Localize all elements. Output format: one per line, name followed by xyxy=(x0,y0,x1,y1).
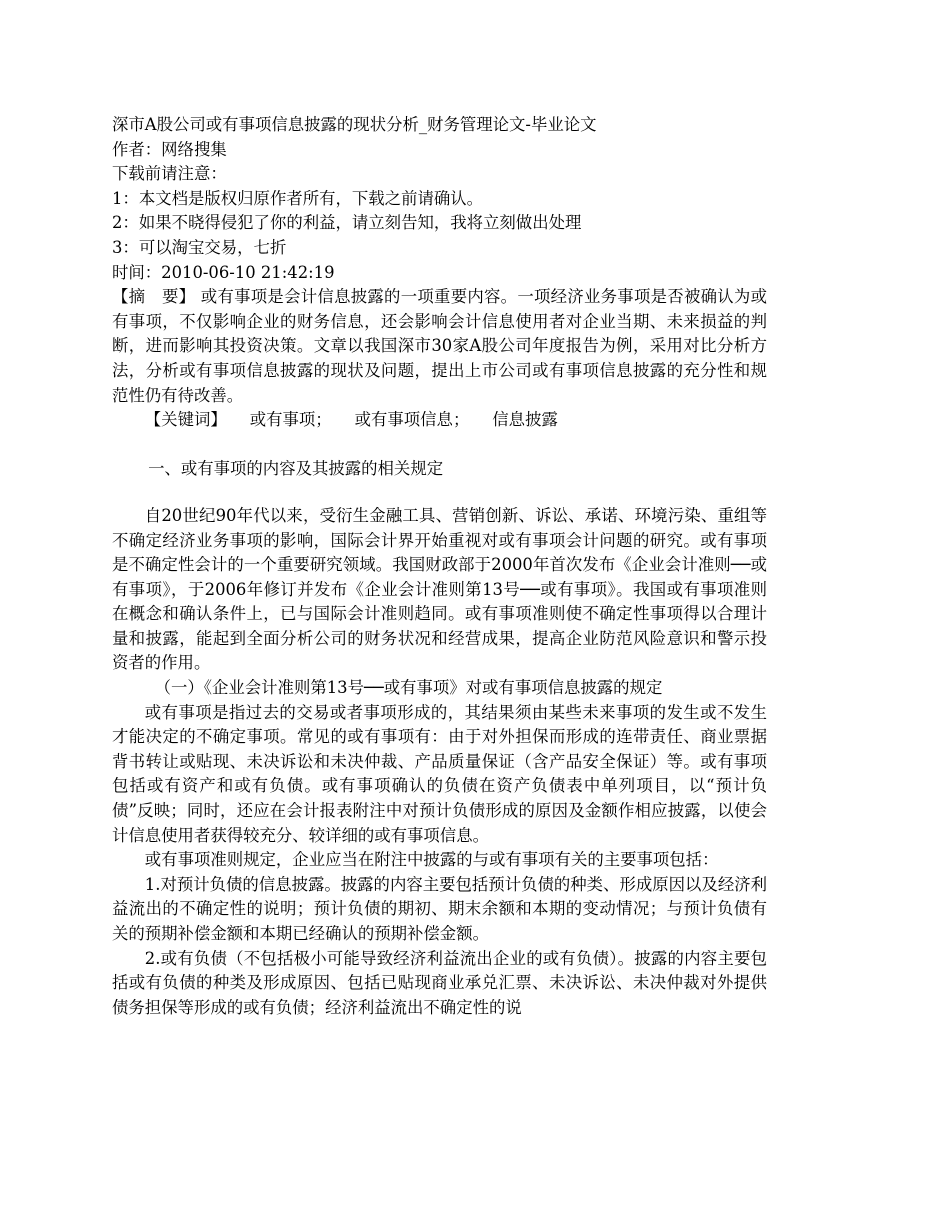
time-line: 时间：2010-06-10 21:42:19 xyxy=(112,262,335,282)
body-paragraph: 或有事项准则规定，企业应当在附注中披露的与或有事项有关的主要事项包括： xyxy=(144,850,719,870)
spacer xyxy=(112,433,767,458)
author-line: 作者：网络搜集 xyxy=(112,139,227,159)
notice-item: 1：本文档是版权归原作者所有，下载之前请确认。 xyxy=(112,188,484,208)
abstract-paragraph: 【摘 要】 或有事项是会计信息披露的一项重要内容。一项经济业务事项是否被确认为或有事项，不仅影响企业的财务信息，还会影响会计信息使用者对企业当期、未来损益的判断，进而影响其投资决策。文章以我国深市30家A股公司年度报告为例，采用对比分析方法，分析或有事项信息披露的现状及问题，提出上市公司或有事项信息披露的充分性和规范性仍有待改善。 xyxy=(112,287,767,405)
keyword: 或有事项； xyxy=(249,410,332,430)
notice-item: 3：可以淘宝交易，七折 xyxy=(112,237,287,257)
keywords-line xyxy=(112,408,767,433)
spacer xyxy=(112,482,767,504)
notice-heading: 下载前请注意： xyxy=(112,164,227,184)
body-paragraph: 2.或有负债（不包括极小可能导致经济利益流出企业的或有负债）。披露的内容主要包括或有负债的种类及形成原因、包括已贴现商业承兑汇票、未决诉讼、未决仲裁对外提供债务担保等形成的或有负债；经济利益流出不确定性的说 xyxy=(112,948,767,1017)
keyword: 或有事项信息； xyxy=(354,410,470,430)
section-heading: 一、或有事项的内容及其披露的相关规定 xyxy=(148,459,444,479)
keyword: 信息披露 xyxy=(492,410,558,430)
document-page xyxy=(112,113,767,1020)
document-title: 深市A股公司或有事项信息披露的现状分析_财务管理论文-毕业论文 xyxy=(112,115,597,134)
notice-item: 2：如果不晓得侵犯了你的利益，请立刻告知，我将立刻做出处理 xyxy=(112,213,582,233)
subsection-heading: （一）《企业会计准则第13号──或有事项》对或有事项信息披露的规定 xyxy=(154,678,663,698)
body-paragraph: 或有事项是指过去的交易或者事项形成的，其结果须由某些未来事项的发生或不发生才能决定的不确定事项。常见的或有事项有：由于对外担保而形成的连带责任、商业票据背书转让或贴现、未决诉讼和未决仲裁、产品质量保证（含产品安全保证）等。或有事项包括或有资产和或有负债。或有事项确认的负债在资产负债表中单列项目，以“预计负债”反映；同时，还应在会计报表附注中对预计负债形成的原因及金额作相应披露，以使会计信息使用者获得较充分、较详细的或有事项信息。 xyxy=(112,702,767,845)
body-paragraph: 自20世纪90年代以来，受衍生金融工具、营销创新、诉讼、承诺、环境污染、重组等不确定经济业务事项的影响，国际会计界开始重视对或有事项会计问题的研究。或有事项是不确定性会计的一个重要研究领域。我国财政部于2000年首次发布《企业会计准则──或有事项》，于2006年修订并发布《企业会计准则第13号──或有事项》。我国或有事项准则在概念和确认条件上，已与国际会计准则趋同。或有事项准则使不确定性事项得以合理计量和披露，能起到全面分析公司的财务状况和经营成果，提高企业防范风险意识和警示投资者的作用。 xyxy=(112,505,767,673)
keywords-label: 【关键词】 xyxy=(144,410,227,430)
body-paragraph: 1.对预计负债的信息披露。披露的内容主要包括预计负债的种类、形成原因以及经济利益流出的不确定性的说明；预计负债的期初、期末余额和本期的变动情况；与预计负债有关的预期补偿金额和本期已经确认的预期补偿金额。 xyxy=(112,874,767,943)
